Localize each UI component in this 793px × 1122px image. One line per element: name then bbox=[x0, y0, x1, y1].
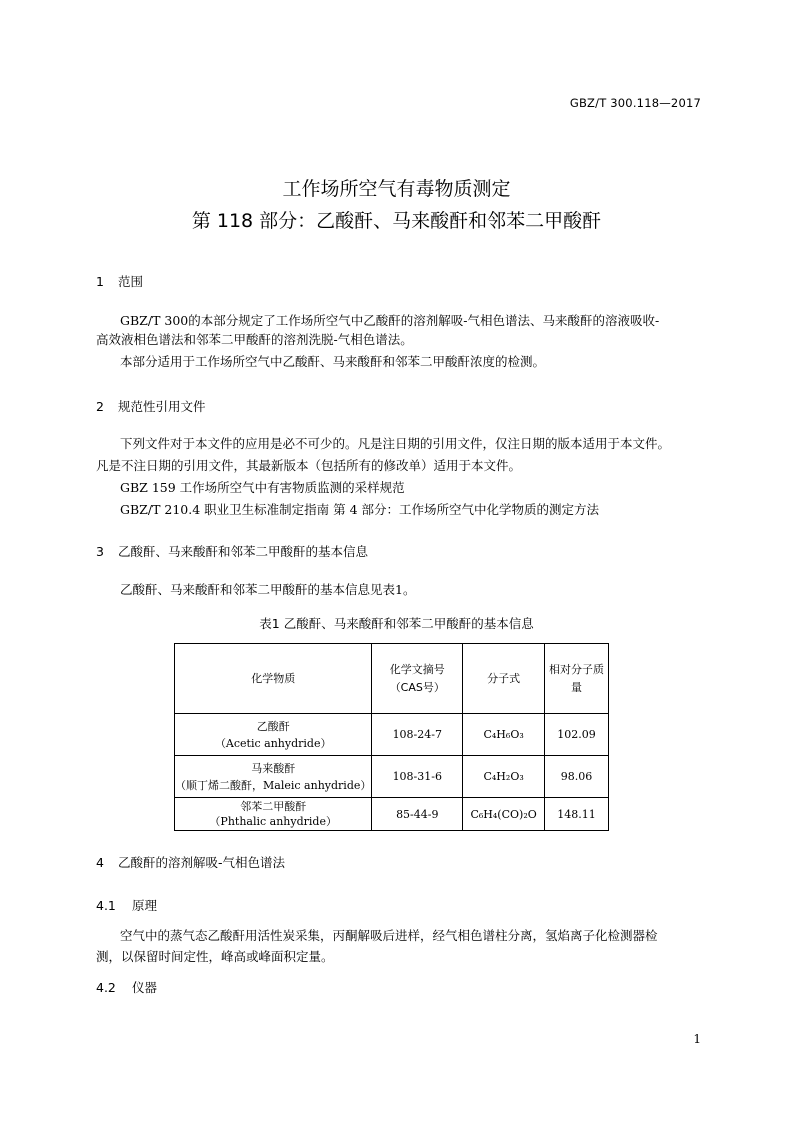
substance-name-en: （Phthalic anhydride） bbox=[209, 815, 337, 828]
paragraph: 测，以保留时间定性，峰高或峰面积定量。 bbox=[96, 949, 334, 964]
subsection-number: 4.2 bbox=[96, 980, 116, 995]
substance-name-cn: 邻苯二甲酸酐 bbox=[240, 800, 307, 813]
paragraph: 空气中的蒸气态乙酸酐用活性炭采集，丙酮解吸后进样，经气相色谱柱分离，氢焰离子化检测器检 bbox=[120, 928, 658, 943]
basic-info-table bbox=[174, 643, 609, 831]
section-4-heading bbox=[96, 853, 285, 871]
table-row bbox=[175, 798, 609, 831]
reference-item: GBZ/T 210.4 职业卫生标准制定指南 第 4 部分：工作场所空气中化学物质的测定方法 bbox=[120, 502, 600, 517]
cell-substance bbox=[175, 714, 372, 756]
substance-name-en: （顺丁烯二酸酐，Maleic anhydride） bbox=[175, 778, 372, 792]
substance-name-cn: 乙酸酐 bbox=[256, 719, 290, 733]
section-1-heading bbox=[96, 272, 143, 290]
substance-name-en: （Acetic anhydride） bbox=[214, 736, 332, 750]
section-number: 1 bbox=[96, 274, 104, 289]
paragraph: 本部分适用于工作场所空气中乙酸酐、马来酸酐和邻苯二甲酸酐浓度的检测。 bbox=[120, 354, 546, 369]
header-formula: 分子式 bbox=[463, 644, 545, 714]
cell-cas: 108-31-6 bbox=[372, 756, 463, 798]
subsection-number: 4.1 bbox=[96, 898, 116, 913]
section-number: 3 bbox=[96, 544, 104, 559]
subsection-4-1-heading bbox=[96, 896, 157, 914]
cell-mass: 148.11 bbox=[545, 798, 609, 831]
table-caption: 表1 乙酸酐、马来酸酐和邻苯二甲酸酐的基本信息 bbox=[259, 616, 534, 631]
header-cas-line1: 化学文摘号 bbox=[389, 662, 445, 676]
section-number: 2 bbox=[96, 399, 104, 414]
document-subtitle: 第 118 部分：乙酸酐、马来酸酐和邻苯二甲酸酐 bbox=[191, 210, 602, 232]
table-header-row bbox=[175, 644, 609, 714]
subsection-title: 原理 bbox=[132, 898, 158, 913]
document-title: 工作场所空气有毒物质测定 bbox=[282, 178, 511, 200]
section-title: 规范性引用文件 bbox=[118, 399, 206, 414]
table-row bbox=[175, 756, 609, 798]
paragraph: 乙酸酐、马来酸酐和邻苯二甲酸酐的基本信息见表1。 bbox=[120, 582, 416, 597]
reference-item: GBZ 159 工作场所空气中有害物质监测的采样规范 bbox=[120, 480, 405, 495]
paragraph: 凡是不注日期的引用文件，其最新版本（包括所有的修改单）适用于本文件。 bbox=[96, 458, 522, 473]
header-cas bbox=[372, 644, 463, 714]
cell-substance bbox=[175, 798, 372, 831]
section-title: 范围 bbox=[118, 274, 144, 289]
subsection-title: 仪器 bbox=[132, 980, 158, 995]
cell-mass: 98.06 bbox=[545, 756, 609, 798]
cell-formula: C₄H₂O₃ bbox=[463, 756, 545, 798]
cell-formula: C₆H₄(CO)₂O bbox=[463, 798, 545, 831]
document-code: GBZ/T 300.118—2017 bbox=[569, 96, 701, 110]
paragraph: 高效液相色谱法和邻苯二甲酸酐的溶剂洗脱-气相色谱法。 bbox=[96, 332, 413, 347]
header-mass: 相对分子质量 bbox=[545, 644, 609, 714]
cell-mass: 102.09 bbox=[545, 714, 609, 756]
table-row bbox=[175, 714, 609, 756]
paragraph: GBZ/T 300的本部分规定了工作场所空气中乙酸酐的溶剂解吸-气相色谱法、马来酸酐的溶液吸收- bbox=[120, 313, 660, 328]
paragraph: 下列文件对于本文件的应用是必不可少的。凡是注日期的引用文件，仅注日期的版本适用于本文件。 bbox=[120, 436, 671, 451]
section-title: 乙酸酐的溶剂解吸-气相色谱法 bbox=[118, 855, 286, 870]
section-2-heading bbox=[96, 397, 206, 415]
page-number: 1 bbox=[693, 1032, 701, 1046]
header-substance: 化学物质 bbox=[175, 644, 372, 714]
cell-substance bbox=[175, 756, 372, 798]
header-cas-line2: （CAS号） bbox=[389, 680, 445, 694]
cell-cas: 85-44-9 bbox=[372, 798, 463, 831]
subsection-4-2-heading bbox=[96, 978, 157, 996]
section-number: 4 bbox=[96, 855, 104, 870]
section-title: 乙酸酐、马来酸酐和邻苯二甲酸酐的基本信息 bbox=[118, 544, 369, 559]
cell-cas: 108-24-7 bbox=[372, 714, 463, 756]
substance-name-cn: 马来酸酐 bbox=[251, 761, 296, 775]
cell-formula: C₄H₆O₃ bbox=[463, 714, 545, 756]
section-3-heading bbox=[96, 542, 368, 560]
